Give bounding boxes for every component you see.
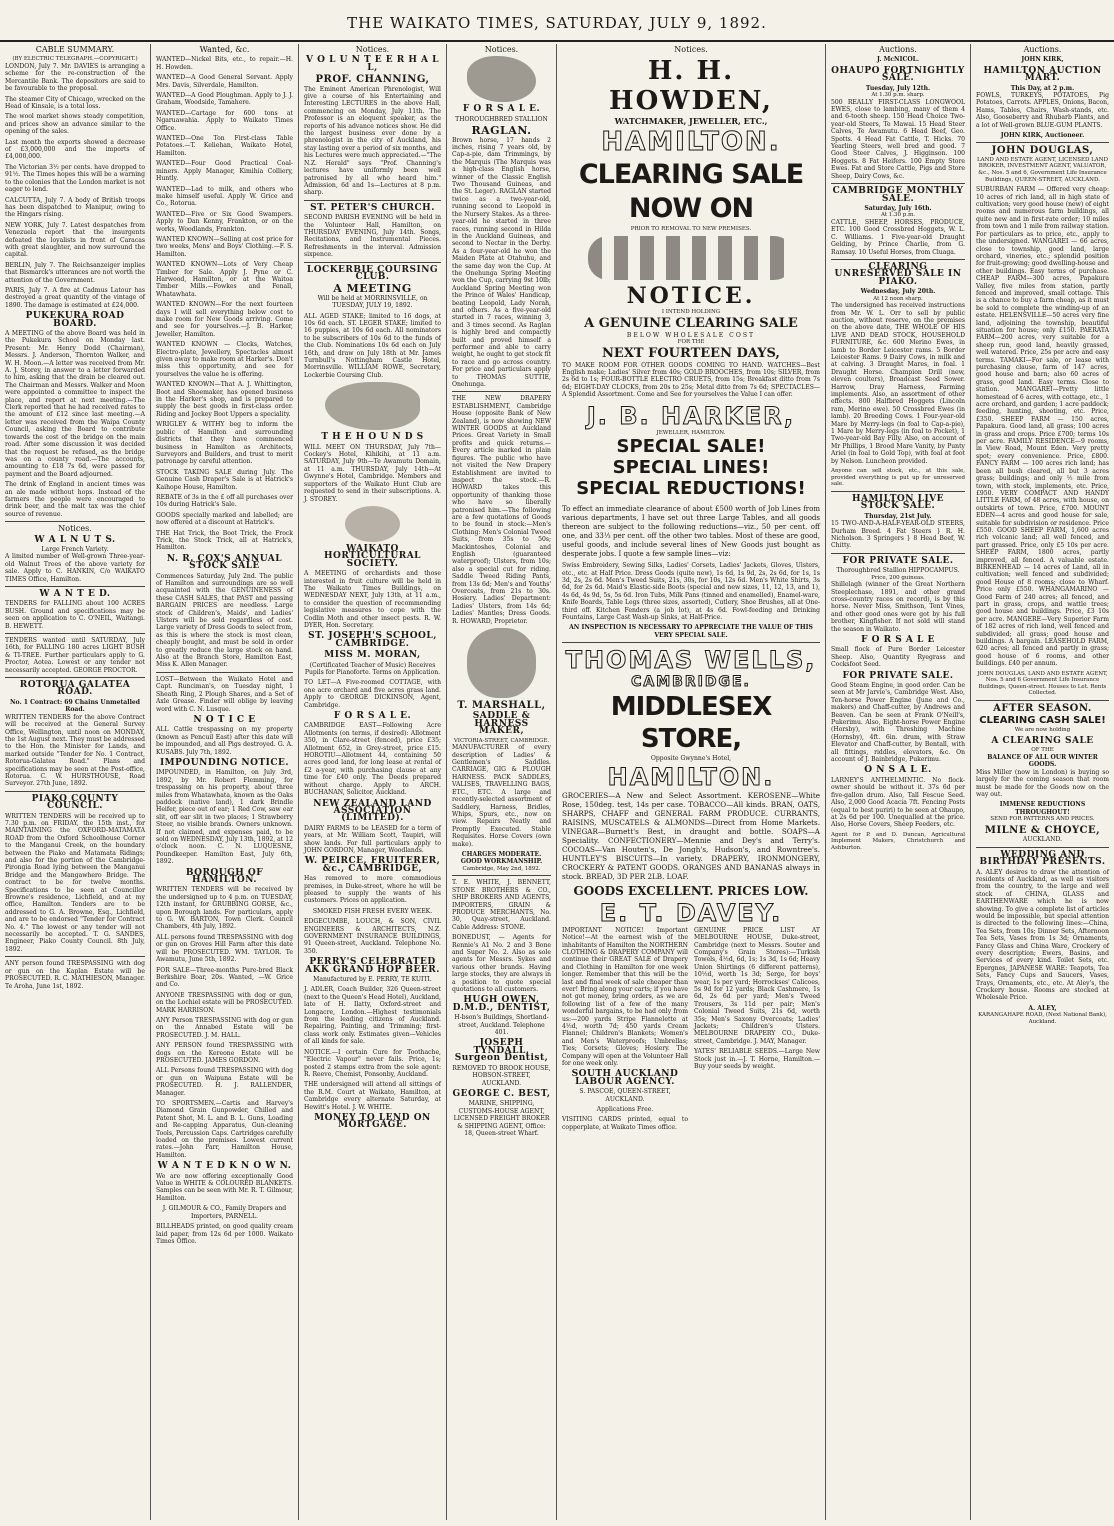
clearing-sale-banner: CLEARING SALE NOW ON bbox=[578, 159, 804, 225]
howden-name: H. H. HOWDEN, bbox=[609, 56, 773, 117]
sale-heading: CAMBRIDGE MONTHLY SALE. bbox=[832, 186, 964, 204]
classified-ad: GOODS specially marked and labelled; are now offered at a discount at Hatrick's. bbox=[156, 511, 293, 527]
ad-body: Brown horse, 17 hands 2 inches, rising 7 years old, by Cap-a-pie, dam Trimmings, by the Marquis (The Marquis was a high-class English horse, winner of the Classic English Two Thousand Guineas, and the St. Leger). RAGLAN started twice as a two-year-old, running second to Leopold in the Nursery Stakes. As a three-year-old he started in three races, running second in Hilda in the Auckland Guineas, and second to Nectar in the Derby. As a four-year-old he won the Maiden Plate at Otahuhu, and the same day won the Cup. At the Onehunga Spring Meeting won the Cup, carrying 9st 10lb; Auckland Spring Meeting won the Prince of Wales' Handicap, beating Leopold, Lady Norah, and others. As a five-year-old started in 7 races, winning 3, and 3 times second. As Raglan is highly bred and compactly built and proved himself a performer and able to carry weight, he ought to get stock fit to race and go across country. For price and particulars apply to THOMAS SUTTIE, Onehunga. bbox=[452, 136, 551, 389]
ad-footer: KARANGAHAPE ROAD, (Next National Bank), Auckland. bbox=[978, 1012, 1107, 1025]
ad-footer: A. ALEY, bbox=[1028, 1004, 1057, 1012]
classified-ad: TO LET—A Five-roomed COTTAGE, with one acre orchard and five acres grass land. Apply to GEORGE DICKINSON, Agent, Cambridge. bbox=[304, 679, 441, 709]
ad-body: REMOVED TO BROOK HOUSE, HOBSON-STREET, AUCKLAND. bbox=[452, 1064, 551, 1087]
ad-body: GENUINE PRICE LIST AT MELBOURNE HOUSE, Duke-street, Cambridge (next to Messrs. Souter and Company's Grain Stores):—Turkish Towels, 4½d, 6d, 1s; 1s 3d, 1s 6d; Heavy Union Shirtings (6 different patterns), 10½d, worth 1s 3d; Serge, for boys' wear, 1s per yard; Horrockses' Calicoes, 5s 9d for 12 yards; Black Cashmere, 1s 6d, 2s 6d per yard; Men's Tweed Trousers, 3s 11d per pair; Men's Colonial Tweed Suits, 21s 6d, worth 35s; Men's Saxony Overcoats; Ladies' Jackets; Children's Ulsters. MELBOURNE DRAPERY CO., Duke-street, Cambridge. J. MAY, Manager. bbox=[694, 926, 820, 1045]
ad-heading: ROTORUA GALATEA ROAD. bbox=[19, 680, 131, 698]
classified-ad: WANTED KNOWN—Lots of Very Cheap Timber for Sale. Apply J. Pyne or C. Harwood, Hamilton, or at the Waitoa Timber Mills.—Fowkes and Fenall, Whatawhata. bbox=[156, 261, 293, 298]
ad-heading: PROF. CHANNING, bbox=[315, 74, 430, 86]
masthead-title: THE WAIKATO TIMES, SATURDAY, JULY 9, 1892. bbox=[347, 14, 767, 32]
ad-body: A MEETING of orchardists and those interested in fruit culture will be held in The Waikato Times Buildings, on WEDNESDAY NEXT, July 13th, at 11 a.m., to consider the question of recommending legislative measures to cope with the Codlin Moth and other insect pests. R. W. DYER, Hon. Secretary. bbox=[304, 570, 441, 629]
section-heading: Notices. bbox=[355, 45, 390, 54]
subheading: (BY ELECTRIC TELEGRAPH.—COPYRIGHT.) bbox=[12, 56, 138, 63]
column-display-ads bbox=[557, 44, 825, 1520]
ad-heading: SOUTH AUCKLAND LABOUR AGENCY. bbox=[571, 1069, 679, 1087]
column-notices bbox=[299, 44, 446, 1520]
sale-time: At 1.30 p.m. bbox=[880, 212, 916, 219]
classified-ad: WANTED KNOWN—Selling at cost price for two weeks, Mens' and Boys' Clothing.—F. S. Hamilton. bbox=[156, 235, 293, 258]
ad-heading: W A N T E D K N O W N. bbox=[157, 1161, 292, 1172]
ad-body: CAMBRIDGE EAST—Following Acre Allotments (on terms, if desired): Allotment 350, in Clare-street (fenced), price £35; Allotment 652, in Grey-street, price £15. HOROTIU—Allotment 44, containing 50 acres good land, for long lease at rental of £2 a-year, with purchasing clause at any time for £40 only. The Deeds prepared without charge. Apply to ARCH. BUCHANAN, Solicitor, Auckland. bbox=[304, 722, 441, 797]
classified-ad: ALL Persons found TRESPASSING with dog or gun on Waipuna Estate will be PROSECUTED. H. J. RALLENDER, Manager. bbox=[156, 1067, 293, 1097]
ad-heading: W. PEIRCE, FRUITERER, &c., CAMBRIDGE, bbox=[304, 856, 441, 874]
ad-body: Commences Saturday, July 2nd. The public of Hamilton and surroundings are so well acquainted with the GENUINENESS of these CASH SALES, that PAST and passing BARGAIN PRICES are needless. Large stock of Children's, Maids', and Ladies' Ulsters will be sold regardless of cost. Large variety of Dress Goods to select from, as this is where the stock is most clean, cheaply bought, and must be sold in order to greatly reduce the large stock on hand. Also at the Branch Store, Hamilton East, Miss K. Allen Manager. bbox=[156, 572, 293, 669]
auctioneer-name: JOHN KIRK, bbox=[1021, 56, 1064, 64]
sale-heading: CLEARING UNRESERVED SALE IN PIAKO. bbox=[834, 261, 962, 287]
section-heading: Wanted, &c. bbox=[199, 45, 250, 54]
ad-subheading: No. 1 Contract: 69 Chains Unmetalled Road. bbox=[9, 698, 141, 714]
ad-text: IMMENSE REDUCTIONS THROUGHOUT! bbox=[999, 801, 1086, 816]
column-auctions bbox=[826, 44, 970, 1520]
ad-heading: HUGH OWEN, D.M.D., DENTIST, bbox=[452, 995, 551, 1013]
section-heading: CABLE SUMMARY. bbox=[35, 45, 115, 54]
article-paragraph: Last month the exports showed a decrease of £3,000,000 and the imports of £4,000,000. bbox=[5, 138, 145, 161]
auctioneer-name: J. McNICOL. bbox=[876, 56, 920, 64]
classified-ad: STOCK TAKING SALE during July. The Genuine Cash Draper's Sale is at Hatrick's Kaihope House, Hamilton. bbox=[156, 468, 293, 491]
ad-body: Manufactured by E. PERRY, TE KUITI. bbox=[313, 976, 432, 984]
masthead bbox=[0, 0, 1114, 42]
auctioneer-signature: JOHN KIRK, Auctioneer. bbox=[1000, 132, 1085, 140]
sale-body: Good Steam Engine, in good order. Can be seen at Mr Jarvie's, Cambridge West. Also, Ten-horse Power Engine (June and Co., makers) and Chaff-cutter, by Andrews and Beaven. Can be seen at Frank O'Neill's, Pukerimu. Also, Eight-horse Power Engine (Horsby), with Threshing Machine (Hornsby), 4ft. 6in. drum, with Straw Elevator and Chaff-cutter, by Bentall, with all fittings, riddles, elevators, &c. On account of J. Bainbridge, Pukerimu. bbox=[831, 682, 965, 764]
sale-body: The undersigned has received instructions from Mr. W. L. Orr to sell by public auction, without reserve, on the premises on the above date, THE WHOLE OF HIS LIVE AND DEAD STOCK, HOUSEHOLD FURNITURE, &c. 600 Merino Ewes, in lamb to Border Leicester rams. 5 Border Leicester Rams. 9 Dairy Cows, in milk and at calving. 3 Draught Mares, in foal. 1 Draught Horse. Champion Drill (new, eleven coulters), Broadcast Seed Sower. Harrow, Dray Harness, Farming implements. Also, an assortment of other effects. 800 Halfbred Hoggets (Lincoln ram, Merino ewe). 50 Crossbred Ewes (in lamb). 20 Breeding Cows. 1 Four-year-old Mare by Merry-legs (in foal to Cap-a-pie), 1 Mare by Merry-legs (in foal to Pocket), 1 Two-year-old Bay Filly. Also, on account of Mr Phillips, 1 Brood Mare Vanity, by Punty Ariel (in foal to Gold Top), with foal at foot by Nelson. Luncheon provided. bbox=[831, 302, 965, 465]
ad-text: SEND FOR PATTERNS AND PRICES. bbox=[990, 816, 1095, 823]
ad-body: J. GILMOUR & CO., Family Drapers and Importers, PARNELL. bbox=[162, 1205, 287, 1220]
howden-trade: WATCHMAKER, JEWELLER, ETC., bbox=[614, 116, 768, 127]
ad-body: WILL MEET ON THURSDAY, July 7th—Cockey's Hotel, Kihikihi, at 11 a.m. SATURDAY, July 9th—Te Awamutu Domain, at 11 a.m. THURSDAY, July 14th—At Gwynne's Hotel, Cambridge. Members and supporters of the Waikato Hunt Club are requested to send in their subscriptions. A. J. STOREY. bbox=[304, 443, 441, 503]
ad-body: SMOKED FISH FRESH EVERY WEEK. bbox=[312, 907, 433, 915]
ad-body: SECOND PARISH EVENING will be held in the Volunteer Hall, Hamilton, on THURSDAY EVENING, July 14th. Songs, Recitations, and Instrumental Pieces. Refreshments in the interval. Admission sixpence. bbox=[304, 214, 441, 259]
article-paragraph: BERLIN, July 7. The Reichsanzeiger implies that Bismarck's utterances are not worth the attention of the Government. bbox=[5, 261, 145, 284]
goods-slogan: GOODS EXCELLENT. PRICES LOW. bbox=[573, 883, 809, 898]
ad-heading: SADDLE & HARNESS MAKER, bbox=[472, 711, 531, 737]
article-paragraph: The drink of England in ancient times was an ale made without hops. Instead of the farmers the people were encouraged to drink beer, and the malt tax was the chief source of revenue. bbox=[5, 481, 145, 518]
sale-body: Agent for P. and D. Duncan, Agricultural Implement Makers, Christchurch and Ashburton. bbox=[831, 831, 965, 851]
article-paragraph: A MEETING of the above Board was held in the Pukekura School on Monday last. Present: Mr. Henry Dodd (Chairman), Messrs. J. Anderson, Thornton Walker, and W. H. Moon.—A letter was received from Mr. A. J. Storey, in answer to a letter forwarded to him, asking that the drain be cleared out. The Chairman and Messrs. Walker and Moon were appointed a committee to inspect the place, and report at next meeting.—The Clerk reported that he had received rates to the amount of £12 since last meeting.—A letter was received from the Waipa County Council, asking the Board to contribute towards the cost of the bridge on the main road. After some discussion it was decided that the request be refused, as the bridge was on a county road.—The accounts, amounting to £18 7s 6d, were passed for payment and the Board adjourned. bbox=[5, 330, 145, 478]
classified-ad: WRIGLEY & WITHY beg to inform the public of Hamilton and surrounding districts that they have commenced business in Hamilton as Architects, Surveyors and Builders, and trust to merit patronage by careful attention. bbox=[156, 421, 293, 466]
classified-ad: LOST—Between the Waikato Hotel and Capt. Runciman's, on Tuesday night, 1 Sheath Ring, 2 Plough Shares, and a Set of Axle Grease. Finder will oblige by leaving word with C. N. Lusque. bbox=[156, 675, 293, 713]
ad-heading: A CLEARING SALE bbox=[991, 736, 1094, 747]
sale-heading: F O R S A L E bbox=[861, 634, 935, 645]
ad-body: (Certificated Teacher of Music) Receives Pupils for Pianoforte. Terms on Application. bbox=[304, 661, 441, 676]
genuine-sale-heading: A GENUINE CLEARING SALE bbox=[584, 315, 798, 331]
section-heading: Auctions. bbox=[1023, 45, 1062, 54]
ad-body: SUBURBAN FARM — Offered very cheap: 10 acres of rich land, all in high state of cultivation; very good house (new) of eight rooms and numerous farm buildings, all quite new and in first-rate order; 10 miles from town and 1 mile from railway station. For particulars as to price, etc., apply to the undersigned. WANGAREI — 66 acres, close to township, good land, large orchard, vineries, etc.; splendid position for fruit-growing; good dwelling-house and other buildings. Easy terms of purchase. CHEAP FARM—300 acres, Papakura Valley, five miles from station, partly fenced and improved, small cottage. This is a chance to buy a farm cheap, as it must be sold to complete the winding-up of an estate. HELENSVILLE—50 acres very fine land, adjoining the township, beautiful situation for house; only £150. PAERATA FARM—200 acres, very suitable for a sheep run, good land, heavily grassed, well watered. Price, 25s per acre and easy terms. TAMAKI—For sale, or lease with purchasing clause, farm of 147 acres, good house and barn; also 60 acres of grass, good land. Easy terms. Close to station. MANGAREI—Pretty little homestead of 6 acres, with cottage, etc., 1 acre orchard, and garden; 1 acre paddock; feeding, hunting, shooting, etc. Price, £350. SHEEP FARM — 150 acres, Papakura. Good land, all grass; 100 acres in grass and crops. Price £700; terms 10s per acre. FAMILY RESIDENCE—9 rooms, in View Road, Mount Eden. Very pretty spot; every convenience. Price, £800. FANCY FARM — 100 acres rich land; has been all bush cleared, all but 3 acres grass; buildings; and only ½ mile from town, with stock, implements, etc. Price, £950. VERY COMPACT AND HANDY LITTLE FARM, of 48 acres, with house, on outskirts of town. Price, £700. MOUNT EDEN—4 acres and good house for sale, suitable for subdivision or residence. Price £550. GOOD SHEEP FARM, 1,600 acres rich volcanic land; all well fenced, and part grassed. Price, only £5 10s per acre. SHEEP FARM, 1800 acres, partly improved, all fenced. A valuable estate. BIRKENHEAD — 14 acres of Land, all in cultivation; well fenced and subdivided; good House of 8 rooms; close to Wharf. Price only £550. WHANGAMARINO — Good Farm of 240 acres; all fenced, and part in grass, crops, and wattle trees; good house and buildings. Price, £3 10s per acre. MANGERE—Very Superior Farm of 182 acres of rich land, well fenced and subdivided; all grass; good house and buildings. A bargain. LEASEHOLD FARM, 620 acres; all fenced and partly in grass; good house of 6 rooms, and other buildings. £40 per annum. bbox=[976, 186, 1109, 668]
section-heading: Notices. bbox=[674, 45, 708, 54]
ad-heading: A MEETING bbox=[333, 282, 412, 296]
column-wanted bbox=[151, 44, 298, 1520]
horse-illustration bbox=[467, 56, 536, 102]
special-sale: SPECIAL SALE! bbox=[616, 436, 766, 458]
sale-price: Price, 200 guineas. bbox=[871, 574, 925, 581]
watches-illustration bbox=[588, 236, 794, 280]
classified-ad: YATES' RELIABLE SEEDS.—Large New Stock just in.—J. T. Horne, Hamilton.—Buy your seeds by weight. bbox=[694, 1048, 820, 1070]
ad-body: Miss Miller (now in London) is buying so largely for the coming season that room must be made for the Goods now on the way out. bbox=[976, 768, 1109, 799]
ad-heading: W A N T E D. bbox=[39, 589, 111, 599]
classified-ad: J. ADLER, Coach Builder, 326 Queen-street (next to the Queen's Head Hotel), Auckland, late of H. Ilatty, Oxford-street and Longacre, London.—Highest testimonials from the leading citizens of Auckland. Repairing, Painting, and Trimming; first-class work only. Estimates given—Vehicles of all kinds for sale. bbox=[304, 986, 441, 1046]
ad-body: To effect an immediate clearance of about £500 worth of Job Lines from various departments, I have set out three Large Tables, and all goods thereon are subject to the following reductions—viz., 50 per cent. off one, and 33⅓ per cent. off the other two tables. Most of these are good, useful goods, and include several lines of New Goods just bought as desperate jobs. I quote a few sample lines—viz: bbox=[562, 505, 820, 559]
ad-footer: CHARGES MODERATE. GOOD WORKMANSHIP. bbox=[460, 850, 543, 866]
ad-heading: GEORGE C. BEST, bbox=[452, 1088, 551, 1099]
greyhound-illustration bbox=[325, 382, 421, 430]
ad-heading: F O R S A L E. bbox=[462, 104, 541, 115]
ad-heading: N. R. COX'S ANNUAL STOCK SALE bbox=[166, 553, 283, 572]
ad-heading: IMPOUNDING NOTICE. bbox=[159, 757, 290, 768]
special-lines: SPECIAL LINES! bbox=[612, 457, 770, 479]
classified-ad: WANTED—Cartage for 600 tons at Ngaruawahia. Apply to Waikato Times Office. bbox=[156, 109, 293, 132]
ad-text: JEWELLER, HAMILTON. bbox=[656, 429, 726, 436]
ad-footer: JOHN DOUGLAS, LAND AND ESTATE AGENT, Nos. 5 and 6 Government Life Insurance Buildings, Queen-street. Houses to Let. Rents Collected. bbox=[977, 670, 1108, 697]
classified-ad: ANY PERSON found TRESPASSING with dogs on the Kereone Estate will be PROSECUTED. JAMES GORDON. bbox=[156, 1042, 293, 1064]
ad-text: I INTEND HOLDING bbox=[661, 309, 721, 315]
ad-text: BELOW WHOLESALE COST bbox=[626, 331, 756, 339]
section-heading: Notices. bbox=[58, 524, 92, 534]
article-paragraph: LONDON, July 7. Mr. DAVIES is arranging a scheme for the re-construction of the Mercantile Bank. The depositors are said to be favourable to the proposal. bbox=[5, 63, 145, 93]
ad-address: VICTORIA-STREET, CAMBRIDGE. bbox=[453, 737, 550, 744]
classified-ad: ANYONE TRESPASSING with dog or gun, on the Lochiel estate will be PROSECUTED. MARK HARRISON. bbox=[156, 991, 293, 1014]
sale-heading: FOR PRIVATE SALE. bbox=[842, 555, 954, 566]
classified-ad: ANY Person TRESPASSING with dog or gun on the Annabed Estate will be PROSECUTED. J. M. HALL. bbox=[156, 1016, 293, 1039]
classified-ad: WANTED—One Ton First-class Table Potatoes.—T. Keliehan, Waikato Hotel, Hamilton. bbox=[156, 135, 293, 157]
classified-ad: WANTED KNOWN—That A. J. Whittington, Boot and Shoemaker, has opened business in the Harker's shop, and is prepared to supply the best goods in first-class order. Riding and Jockey Boot Uppers a speciality. bbox=[156, 381, 293, 418]
ad-body: S. PASCOE, QUEEN-STREET, AUCKLAND. bbox=[579, 1088, 671, 1103]
sale-body: Anyone can sell stock, etc., at this sale, provided everything is put up for unreserved sale. bbox=[831, 468, 965, 488]
sale-body: FOWLS, TURKEYS, POTATOES, Pig Potatoes, Carrots. APPLES, Onions, Bacon, Hams, Tables, Chairs, Wash-stands, etc. Also, Gooseberry and Rhubarb Plants, and a lot of Well-grown BLUE-GUM PLANTS. bbox=[976, 92, 1110, 129]
ad-body: Has removed to more commodious premises, in Duke-street, where he will be pleased to supply the wants of his customers. Prices on application. bbox=[304, 875, 441, 905]
ad-body: ANY person found TRESPASSING with dog or gun on the Kaplan Estate will be PROSECUTED. R. C. MATHIESON, Manager. Te Aroha, June 1st, 1892. bbox=[5, 960, 145, 990]
ad-heading: MILNE & CHOYCE, bbox=[984, 824, 1101, 836]
ad-body: TENDERS wanted until SATURDAY, July 16th, for FALLING 180 acres LIGHT BUSH & TI-TREE. Further particulars apply to G. Proctor, Aotea. Lowest or any tender not necessarily accepted. GEORGE PROCTOR. bbox=[5, 637, 145, 674]
classified-ad: TO SPORTSMEN.—Cartis and Harvey's Diamond Grain Gunpowder, Chilled and Patent Shot, M. L. and B. L. Guns, Loading and Re-capping Apparatus, Gun-cleaning Tools, Percussion Caps. Cartridges carefully loaded on the premises. Lowest current rates.—John Parr, Hamilton House, Hamilton. bbox=[156, 1100, 293, 1159]
sale-heading: HAMILTON AUCTION MART. bbox=[983, 65, 1102, 84]
ad-heading: T H E H O U N D S bbox=[321, 432, 424, 443]
ad-heading: RAGLAN. bbox=[471, 124, 532, 138]
middlesex-town: HAMILTON. bbox=[607, 762, 775, 791]
sale-date: Tuesday, July 12th. bbox=[865, 84, 931, 92]
ad-body: A limited number of Well-grown Three-year-old Walnut Trees of the above variety for sale. Apply to C. HANKIN, C/o WAIKATO TIMES Office, Hamilton. bbox=[5, 553, 145, 583]
ad-heading: BOROUGH OF HAMILTON. bbox=[185, 867, 264, 886]
sale-body: CATTLE, SHEEP, HORSES, PRODUCE, ETC. 100 Good Crossbred Hoggets, W. L. C. Williams. 1 Five-year-old Draught Gelding, by Prince Charlie, from G. Ramsay. 10 Useful Horses, from Cluaga. bbox=[831, 218, 965, 256]
classified-ad: FOR SALE—Three-months Pure-bred Black Berkshire Boar, 20s. Wanted, —W. Grice and Co. bbox=[156, 966, 293, 989]
ad-body: GROCERIES—A New and Select Assortment. KEROSENE—White Rose, 150deg. test, 14s per case. TOBACCO—All kinds. BRAN, OATS, SHARPS, CHAFF and GENERAL FARM PRODUCE. CURRANTS, RAISINS, MUSCATELS & ALMONDS—Direct from Home Markets. VINEGAR—Burnett's Best, in draught and bottle. SOAPS—A Speciality. CONFECTIONERY—Mennie and Dey's and Terry's. COCOAS—Van Houten's, De Jongh's, Hudson's, and Rowntree's. HUNTLEY'S BISCUITS—In variety. DRAPERY, IRONMONGERY, CROCKERY & PATENT GOODS. ORANGES AND BANANAS always in stock. BREAD, 3D PER 2LB. LOAF. bbox=[562, 790, 820, 881]
classified-ad: THE undersigned will attend all sittings of the R.M. Court at Waikato, Hamilton, at Cambridge every alternate Saturday, at Hewitt's Hotel. J. W. WHITE. bbox=[304, 1081, 441, 1111]
section-heading: Auctions. bbox=[879, 45, 917, 54]
ad-heading: MISS M. MORAN, bbox=[324, 650, 421, 661]
classified-ad: WANTED—A Good Ploughman. Apply to J. J. Graham, Woodside, Tamahere. bbox=[156, 92, 293, 107]
classified-ad: WANTED—A Good General Servant. Apply Mrs. Davis, Silverdale, Hamilton. bbox=[156, 74, 293, 89]
harker-name: J. B. HARKER, bbox=[586, 401, 796, 430]
article-paragraph: NEW YORK, July 7. Latest despatches from Venezuela report that the insurgents defeated the loyalists in front of Caracas with great slaughter, and now surround the capital. bbox=[5, 221, 145, 259]
sale-body: 500 REALLY FIRST-CLASS LONGWOOL EWES, close to lambing, many of them 4 and 6-tooth sheep. 150 Head Choice Two-year-old Steers, Te Mawai. 15 Head Steer Calves, Te Awamutu. 6 Head Beef, Geo. Spotts. 4 Head Fat Cattle, T. Hicks. 70 Yearling Steers, well bred and good. 7 Good Steer Calves, J. Higginson. 100 Hoggets. 8 Fat Heifers. 100 Empty Store Ewes. Fat and Store Cattle, Pigs and Store Sheep, Dairy Cows, &c. bbox=[831, 98, 965, 180]
ad-body: Applications Free. bbox=[596, 1106, 654, 1114]
ad-heading: JOHN DOUGLAS, bbox=[991, 145, 1094, 157]
sale-date: This Day, at 2 p.m. bbox=[1010, 84, 1075, 92]
sale-subheading: Thoroughbred Stallion HIPPOCAMPUS. bbox=[836, 567, 960, 575]
ad-heading: F O R S A L E. bbox=[333, 711, 412, 722]
sale-date: Wednesday, July 20th. bbox=[860, 288, 936, 296]
ad-heading: W A L N U T S. bbox=[34, 534, 116, 545]
sale-heading: HAMILTON LIVE STOCK SALE. bbox=[851, 493, 945, 512]
classified-ad: WANTED KNOWN—For the next fourteen days I will sell everything below cost to make room for New Goods arriving. Come and see for yourselves.—J. B. Harker, Jeweller, Hamilton. bbox=[156, 301, 293, 338]
sale-heading: O N S A L E. bbox=[864, 765, 932, 776]
article-paragraph: The wool market shows steady competition, and prices show an advance similar to the opening of the sales. bbox=[5, 113, 145, 136]
ad-heading: LOCKERBIE COURSING CLUB. bbox=[306, 264, 439, 282]
ad-text: AN INSPECTION IS NECESSARY TO APPRECIATE THE VALUE OF THIS VERY SPECIAL SALE. bbox=[569, 624, 813, 639]
ad-heading: MONEY TO LEND ON MORTGAGE. bbox=[314, 1112, 431, 1131]
ad-heading: V O L U N T E E R H A L L, bbox=[306, 55, 439, 73]
article-paragraph: CALCUTTA, July 7. A body of British troops has been dispatched to Manipur, owing to the Hingars rising. bbox=[5, 196, 145, 219]
ad-heading: WAIKATO HORTICULTURAL SOCIETY. bbox=[323, 543, 421, 569]
ad-body: MANUFACTURER of every description of Ladies' & Gentlemen's Saddles. CARRIAGE, GIG & PLOUGH HARNESS. PACK SADDLES, VALISES, TRAVELLING BAGS, ETC., ETC. A large and recently-selected assortment of Saddlery, Harness, Bridles, Whips, Spurs, etc., now on view. Repairs Neatly and Promptly Executed. Stable Requisites. Horse Covers (own make). bbox=[452, 744, 551, 848]
ad-body: EDGECUMBE, LOUCH, & SON, CIVIL ENGINEERS & ARCHITECTS, N.Z. GOVERNMENT INSURANCE BUILDINGS, 91 Queen-street, Auckland. Telephone No. 350. bbox=[304, 918, 441, 955]
wells-town: CAMBRIDGE. bbox=[631, 674, 751, 691]
classified-ad: NOTICE.—I certain Cure for Toothache, "Electric Vapour" never fails. Price, 1s; posted 2 stamps extra from the sole agent: R. Reeve, Chemist, Ponsonby, Auckland. bbox=[304, 1048, 441, 1078]
classified-ad: WANTED KNOWN — Clocks, Watches, Electro-plate, Jewellery, Spectacles almost given away to make room at Harker's. Don't miss this opportunity, and see for yourselves the value he is offering. bbox=[156, 341, 293, 378]
ad-heading: CLEARING CASH SALE! bbox=[979, 715, 1106, 727]
classified-ad: BILLHEADS printed, on good quality cream laid paper, from 12s 6d per 1000. Waikato Times Office. bbox=[156, 1223, 293, 1245]
ad-heading: AFTER SEASON. bbox=[993, 703, 1092, 715]
ad-body: WRITTEN TENDERS will be received up to 7.30 p.m. on FRIDAY, the 15th inst., for MAINTAINING the OXFORD-MATAMATA ROAD from the Oxford Schoolhouse Corner to the Manganui Creek, on the boundary between the Piako and Matamata Ridings; and also for the portion of the Cambridge-Pirongia Road lying between the Manganui Bridge and the Mangawhero Bridge. The contract to be for twelve months. Specifications to be seen at Councillor Browne's residence, Lichfield, and at my office, Hamilton. Tenders are to be addressed to G. A. Browne, Esq., Lichfield, and are to be endorsed "Tender for Contract No. 4." The lowest or any tender will not necessarily be accepted. T. G. SANDES, Engineer, Piako County Council. 8th July, 1892. bbox=[5, 812, 145, 953]
ad-body: The Eminent American Phrenologist, Will give a course of his Entertaining and Interesting LECTURES in the above Hall, commencing on Monday, July 11th. The Professor is an eloquent speaker, as the reports of his advance notices show. He did the largest business ever done by a phrenologist in the city of Auckland, his stay lasting over a period of six months, and his Lectures were much appreciated.—"The N.Z. Herald" says "Prof. Channing's lectures have uniformly been well patronised by all who heard him." Admission, 6d and 1s—Lectures at 8 p.m. sharp. bbox=[304, 85, 441, 197]
ad-body: We are now offering exceptionally Good Value in WHITE & COLOURED BLANKETS. Samples can be seen with Mr. R. T. Gilmour, Hamilton. bbox=[156, 1172, 293, 1202]
ad-heading: ST. JOSEPH'S SCHOOL, CAMBRIDGE. bbox=[308, 631, 437, 649]
ad-heading: T. MARSHALL, bbox=[457, 700, 546, 712]
sale-date: Saturday, July 16th. bbox=[864, 204, 932, 212]
grapes-illustration bbox=[345, 506, 400, 542]
sale-heading: FOR PRIVATE SALE. bbox=[842, 670, 954, 681]
classified-ad: WANTED—Lad to milk, and others who make himself useful. Apply W. Grice and Co., Rotorua. bbox=[156, 185, 293, 208]
notice-heading: NOTICE. bbox=[626, 283, 756, 309]
sale-heading: OHAUPO FORTNIGHTLY SALE. bbox=[831, 65, 965, 84]
sale-body: Small flock of Pure Border Leicester Sheep. Also, Quantity Ryegrass and Cocksfoot Seed. bbox=[831, 646, 965, 669]
ad-body: MARINE, SHIPPING, CUSTOMS-HOUSE AGENT, LICENSED FREIGHT BROKER & SHIPPING AGENT, Office: 18, Queen-street Wharf. bbox=[453, 1100, 550, 1137]
sale-date: Thursday, 21st July. bbox=[864, 512, 932, 520]
column-auctions-2 bbox=[971, 44, 1114, 1520]
middlesex-store: MIDDLESEX STORE, bbox=[610, 692, 772, 755]
article-paragraph: PARIS, July 7. A fire at Cadmus Latour has destroyed a great quantity of the vintage of 1890. The damage is estimated at £24,000. bbox=[5, 286, 145, 309]
ad-body: THE NEW DRAPERY ESTABLISHMENT, Cambridge House (opposite Bank of New Zealand), is now showing NEW WINTER GOODS at Auckland Prices. Great Variety in Small profits and quick returns.—Every article marked in plain figures. The public who have not visited the New Drapery Establishment are invited to inspect the stock.—R. HOWARD takes this opportunity of thanking those who have so liberally patronised him.—The following are a few quotations of Goods to be found in stock:—Men's Clothing: Men's Colonial Tweed Suits, from 35s to 50s; Mackintoshes, Colonial and English (guaranteed waterproof); Ulsters, from 10s; also a special cut for riding. Saddle Tweed Riding Pants, from 13s 6d; Men's and Youths' Overcoats, from 21s to 30s. Hosiery. Ladies' Department: Ladies' Ulsters, from 14s 6d; Ladies' Mantles; Dress Goods. R. HOWARD, Proprietor. bbox=[452, 395, 551, 625]
article-paragraph: The Victorian 3½ per cents. have dropped to 91½. The Times hopes this will be a warning to the colonies that the London market is not eager to lend. bbox=[5, 163, 145, 194]
classified-ad: WANTED—Four Good Practical Coal-miners. Apply Manager, Kimihia Colliery, Huntly. bbox=[156, 160, 293, 183]
ad-subheading: THOROUGHBRED STALLION bbox=[455, 115, 548, 123]
sale-body: Shillelagh (winner of the Great Northern Steeplechase, 1891, and other grand cross-country races on record), is by this horse. Never Miss, Smithson, Tent Vines, and other good ones were got by his full brother, Kingfisher. If not sold will stand the season in Waikato. bbox=[831, 581, 965, 633]
wells-name: THOMAS WELLS, bbox=[565, 646, 817, 675]
ad-heading: WEDDING AND BIRTHDAY PRESENTS. bbox=[979, 849, 1106, 868]
ad-body: BONEDUST, — Agents for Rennie's A1 No. 2 and 3 Bone and Super No. 2. Also as sole agents for Messrs. Sykes and various other brands. Having large stocks, they are always in a position to quote special quotations to all customers. bbox=[452, 934, 551, 994]
article-paragraph: The steamer City of Chicago, wrecked on the Head of Kinsale, is a total loss. bbox=[5, 95, 145, 111]
ad-text: OF THE bbox=[1031, 747, 1054, 754]
sale-body: LARNEY'S ANTHELMINTIC. No flock-owner should be without it. 37s 6d per five-gallon drum. Also, Tall Fescue Seed. Also, 2,000 Good Acacia 7ft. Fencing Posts (equal to best puriri) to be seen at Ohaupo, at 2s 6d per 100. Unequalled at the price. Also, Horse Covers, Sheep Feeders, etc. bbox=[831, 776, 965, 829]
ad-body: Will be held at MORRINSVILLE, on TUESDAY, JULY 19, 1892. bbox=[317, 294, 428, 310]
column-notices-2 bbox=[447, 44, 556, 1520]
special-reductions: SPECIAL REDUCTIONS! bbox=[576, 478, 806, 500]
ad-body: WRITTEN TENDERS will be received by the undersigned up to 4 p.m. on TUESDAY, 12th instant, for GRUBBING GORSE, &c., upon Borough lands. For particulars, apply to G. W. BARTON, Town Clerk. Council Chambers, 4th July, 1892. bbox=[156, 886, 293, 931]
ad-text: AUCKLAND. bbox=[1022, 836, 1063, 844]
ad-text: BALANCE OF ALL OUR WINTER GOODS. bbox=[987, 754, 1098, 769]
ad-footer: Cambridge, May 2nd, 1892. bbox=[462, 865, 541, 872]
davey-name: E. T. DAVEY. bbox=[599, 898, 783, 927]
ad-body: ALL Cattle trespassing on my property (known as Pencuil East) after this date will be impounded, and all Pigs destroyed. G. A. KUSABS. July 7th, 1892. bbox=[156, 726, 293, 756]
ad-body: H-bson's Buildings, Shortland-street, Auckland. Telephone 401. bbox=[454, 1014, 549, 1037]
ad-heading: N O T I C E bbox=[193, 714, 256, 725]
ad-text: Opposite Gwynne's Hotel, bbox=[650, 755, 732, 763]
classified-ad: ALL persons found TRESPASSING with dog or gun on Groves Hill Farm after this date will be PROSECUTED. WM. TAYLOR. Te Awamutu, June 5th, 1892. bbox=[156, 933, 293, 964]
ad-subheading: LAND AND ESTATE AGENT, LICENSED LAND BROKER, INVESTMENT AGENT, VALUATOR, &c., Nos. 5 and 6, Government Life Insurance Buildings, QUEEN-STREET, AUCKLAND. bbox=[977, 156, 1108, 183]
ad-heading: NEW ZEALAND LAND ASSOCIATION (LIMITED). bbox=[313, 798, 432, 824]
ad-body: IMPOUNDED, in Hamilton, on July 3rd, 1892, by Mr. Robert Flemming, for trespassing on his property, about three miles from Whatawhata, known as the Oaks paddock (native land), 1 dark Brindle Heifer, piece out of ear; 1 Red Cow, saw ear slit, off ear slit in two places; 1 Strawberry Steer, no visible brands. Owners unknown. If not claimed, and expenses paid, to be sold on WEDNESDAY, July 13th, 1892, at 12 o'clock noon. C. N. LUQUESNE, Poundkeeper. Hamilton East, July 6th, 1892. bbox=[156, 769, 293, 866]
ad-text: We are now holding bbox=[1014, 727, 1071, 734]
ad-body: ALL AGED STAKE; limited to 16 dogs, at 10s 6d each. ST. LEGER STAKE; limited to 16 puppies, at 10s 6d each. All nominators to be subscribers of 10s 6d to the funds of the Club. Nominations 10s 6d each on July 16th, and draw on July 18th at Mr. James Turnbull's Nottingham Castle Hotel, Morrinsville. WILLIAM ROWE, Secretary, Lockerbie Coursing Club. bbox=[304, 312, 441, 379]
classified-ad: VISITING CARDS printed, equal to copperplate, at Waikato Times office. bbox=[562, 1116, 688, 1131]
ad-heading: ST. PETER'S CHURCH. bbox=[310, 202, 435, 213]
sale-time: At 1.30 p.m. sharp. bbox=[871, 92, 925, 99]
ad-body: T. E. WHITE, J. BENNETT, STONE BROTHERS & CO., SHIP BROKERS AND AGENTS, IMPORTERS, GRAIN & PRODUCE MERCHANTS, No. 30, Quay-street, Auckland. Cable Address: STONE. bbox=[452, 879, 551, 931]
ad-body: WRITTEN TENDERS for the above Contract will be received at the General Survey Office, Wellington, until noon on MONDAY, the 1st August next. They must be addressed to the Hon. the Minister for Lands, and marked outside "Tender for No. 1 Contract, Rotorua-Galatea Road." Plans and specifications may be seen at the Post-office, Rotorua. C. W. HURSTHOUSE, Road Surveyor. 27th June, 1892. bbox=[5, 713, 145, 788]
section-heading: Notices. bbox=[484, 45, 519, 54]
ad-body: TO MAKE ROOM FOR OTHER GOODS COMING TO HAND. WATCHES—Best English make; Ladies' Silver from 40s; GOLD BROOCHES, from 10s; SILVER, from 2s 6d to 1s; FOUR-BOTTLE ELECTRO CRUETS, from 15s; Breakfast ditto from 7s 6d; EIGHT-DAY CLOCKS, from 20s to 25s; Metal ditto from 7s 6d; SPECTACLES—A Splendid Assortment. Come and See for yourselves the Value I can offer. bbox=[562, 361, 820, 399]
ad-body: DAIRY FARMS to be LEASED for a term of years, at Mr. William Scott, Taupiri, will show lands. For full particulars apply to JOHN GORDON, Manager, Woodlands. bbox=[304, 824, 441, 854]
ad-body: Swiss Embroidery, Sewing Silks, Ladies' Corsets, Ladies' Jackets, Gloves, Ulsters, etc., etc. at Half Price. Dress Goods (quite new), 1s 6d, 1s 9d, 2s, 2s 6d, for 1s, 1s 3d, 2s, 2s 6d. Men's Tweed Suits, 21s, 30s, for 10s, 12s 6d. Men's White Shirts, 3s 6d, for 2s 6d. Maid's Elastic-side Boots (special and new sizes, 11, 12, 13, and 1), 4s 6d, 4s 9d, 5s, 5s 6d. Iron Tubs, Milk Pans (tinned and enamelled), Enamel-ware, Knife Boards, Table Legs (three sizes, assorted), Cutlery, Shoe Brushes, all at One-third off. Kitchen Fenders (a job lot), at 4s 6d. Fowl-feeding and Drinking Fountains, Large Cast Wash-up Sinks, at Half-Price. bbox=[562, 562, 820, 622]
next-days-heading: NEXT FOURTEEN DAYS, bbox=[602, 345, 780, 361]
sale-time: At 12 noon sharp. bbox=[873, 295, 923, 302]
ad-body: A. ALEY desires to draw the attention of residents of Auckland, as well as visitors from the country, to the large and well stock of CHINA, GLASS and EARTHENWARE which he is now showing. To give a complete list of articles would be impossible, but special attention is directed to the following lines:—China, Tea Sets, from 10s; Dinner Sets, Afternoon Tea Sets, Vases from 1s 3d; Ornaments, Fancy Glass and China Ware, Crockery of every description; Ewers, Basins, and Services of every kind. Toilet Sets, etc. Epergnes, JAPANESE WARE: Teapots, Tea Sets, Fancy Cups and Saucers, Vases, Trays, Ornaments, etc., etc. At Aley's, the Crockery house. Rooms are stocked at Wholesale Price. bbox=[976, 868, 1109, 1002]
column-cable-summary bbox=[0, 44, 150, 1520]
ad-subheading: Large French Variety. bbox=[41, 545, 109, 553]
section-heading: PUKEKURA ROAD BOARD. bbox=[25, 311, 125, 329]
ad-heading: PIAKO COUNTY COUNCIL. bbox=[31, 793, 119, 812]
ad-subheading: PRIOR TO REMOVAL TO NEW PREMISES. bbox=[630, 226, 752, 233]
classified-ad: WANTED—Five or Six Good Swampers. Apply to Dan Kenny, Frankton, or on the works, Woodlands, Frankton. bbox=[156, 210, 293, 233]
classified-ad: THE Hat Trick, the Boot Trick, the Frock Trick, the Stock Trick, all at Hatrick's, Hamilton. bbox=[156, 529, 293, 552]
ad-heading: PERRY'S CELEBRATED AKK GRAND HOP BEER. bbox=[305, 957, 440, 975]
sale-body: 15 TWO-AND-A-HALF-YEAR-OLD STEERS, Durham Breed. 4 Fat Steers } R. H. Nicholson. 3 Springers } 8 Head Beef, W. Chitty. bbox=[831, 520, 965, 550]
ad-body: IMPORTANT NOTICE! Important Notice!—At the earnest wish of the inhabitants of Hamilton the NORTHERN CLOTHING & DRAPERY COMPANY will continue their GREAT SALE of Drapery and Clothing in Hamilton for one week longer. Remember that this will be the last and final week of sale cheaper than ever! Bring along your carts; if you have not got money, bring orders, as we are following list of a few of the many wonderful bargains, to be had only from us:—200 yards Stripe Flannelette at 4½d, worth 7d; 450 yards Cream Flannel; Children's Blankets; Women's and Men's Waterproofs; Umbrellas; Ties; Corsets; Gloves; Hosiery. The Company will open at the Volunteer Hall for one week only. bbox=[562, 926, 688, 1067]
classified-ad: WANTED—Nickel Bits, etc., to repair.—H. H. Howden. bbox=[156, 56, 293, 71]
ad-body: TENDERS for FALLING about 100 ACRES BUSH. Ground and specifications may be seen on application to C. O'NEIL, Waitangi. B. HEWETT. bbox=[5, 600, 145, 630]
ad-text: FOR THE bbox=[677, 339, 705, 345]
classified-ad: REBATE of 3s in the £ off all purchases over 10s during Hatrick's Sale. bbox=[156, 493, 293, 509]
ad-heading: JOSEPH TYNDALL, Surgeon Dentist, bbox=[454, 1038, 549, 1064]
howden-town: HAMILTON. bbox=[601, 127, 781, 158]
saddle-illustration bbox=[467, 628, 536, 698]
